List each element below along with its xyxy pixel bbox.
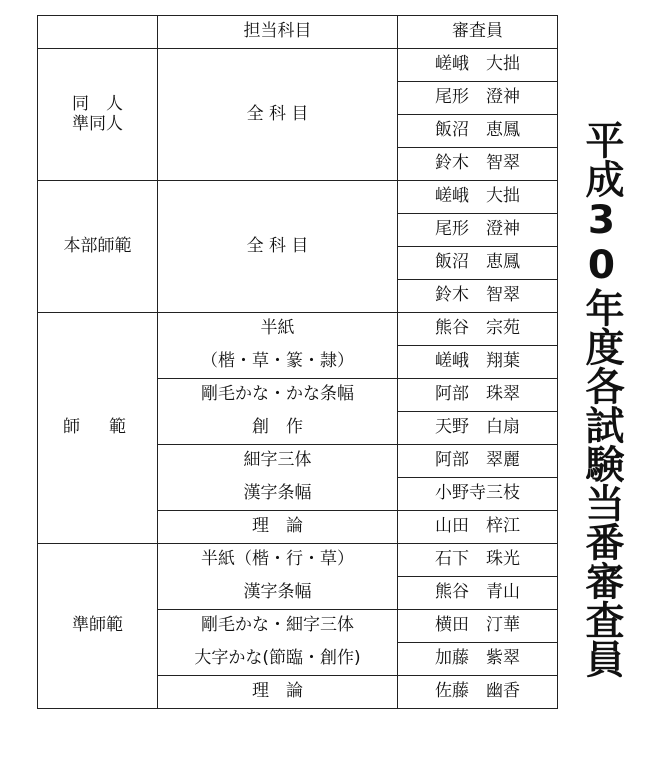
subject-all: 全 科 目 bbox=[158, 181, 398, 313]
judge-name: 阿部 翠麗 bbox=[398, 445, 558, 478]
subject-line: 理 論 bbox=[158, 676, 398, 709]
header-category bbox=[38, 16, 158, 49]
subject-line: 半紙 bbox=[158, 313, 398, 346]
category-line: 準同人 bbox=[72, 113, 123, 134]
page-title: 平成30年度各試験当番審査員 bbox=[579, 120, 624, 678]
table-row bbox=[38, 544, 558, 577]
judge-name: 阿部 珠翠 bbox=[398, 379, 558, 412]
judge-name: 鈴木 智翠 bbox=[398, 148, 558, 181]
judge-name: 鈴木 智翠 bbox=[398, 280, 558, 313]
judge-name: 尾形 澄神 bbox=[398, 82, 558, 115]
judge-name: 石下 珠光 bbox=[398, 544, 558, 577]
header-row bbox=[38, 16, 558, 49]
judge-name: 嵯峨 大拙 bbox=[398, 181, 558, 214]
table-row bbox=[38, 313, 558, 346]
judge-name: 佐藤 幽香 bbox=[398, 676, 558, 709]
judge-name: 天野 白扇 bbox=[398, 412, 558, 445]
judge-name: 熊谷 宗苑 bbox=[398, 313, 558, 346]
subject-all: 全 科 目 bbox=[158, 49, 398, 181]
category-honbu-shihan: 本部師範 bbox=[38, 181, 158, 313]
subject-line: （楷・草・篆・隷） bbox=[158, 346, 398, 379]
judges-table bbox=[37, 15, 558, 709]
judge-name: 熊谷 青山 bbox=[398, 577, 558, 610]
subject-line: 創 作 bbox=[158, 412, 398, 445]
subject-line: 半紙（楷・行・草） bbox=[158, 544, 398, 577]
header-subject: 担当科目 bbox=[158, 16, 398, 49]
judge-name: 飯沼 恵鳳 bbox=[398, 115, 558, 148]
judge-name: 加藤 紫翠 bbox=[398, 643, 558, 676]
header-judges: 審査員 bbox=[398, 16, 558, 49]
judge-name: 山田 梓江 bbox=[398, 511, 558, 544]
subject-line: 理 論 bbox=[158, 511, 398, 544]
table-row bbox=[38, 49, 558, 82]
judge-name: 飯沼 恵鳳 bbox=[398, 247, 558, 280]
category-dojin bbox=[38, 49, 158, 181]
judge-name: 尾形 澄神 bbox=[398, 214, 558, 247]
judge-name: 小野寺三枝 bbox=[398, 478, 558, 511]
subject-line: 剛毛かな・細字三体 bbox=[158, 610, 398, 643]
subject-line: 漢字条幅 bbox=[158, 577, 398, 610]
category-shihan: 師 範 bbox=[38, 313, 158, 544]
subject-line: 剛毛かな・かな条幅 bbox=[158, 379, 398, 412]
category-line: 同 人 bbox=[72, 93, 123, 114]
subject-line: 漢字条幅 bbox=[158, 478, 398, 511]
judge-name: 嵯峨 翔葉 bbox=[398, 346, 558, 379]
judge-name: 嵯峨 大拙 bbox=[398, 49, 558, 82]
subject-line: 細字三体 bbox=[158, 445, 398, 478]
table-row bbox=[38, 181, 558, 214]
category-jun-shihan: 準師範 bbox=[38, 544, 158, 709]
judge-name: 横田 汀華 bbox=[398, 610, 558, 643]
subject-line: 大字かな(節臨・創作) bbox=[158, 643, 398, 676]
